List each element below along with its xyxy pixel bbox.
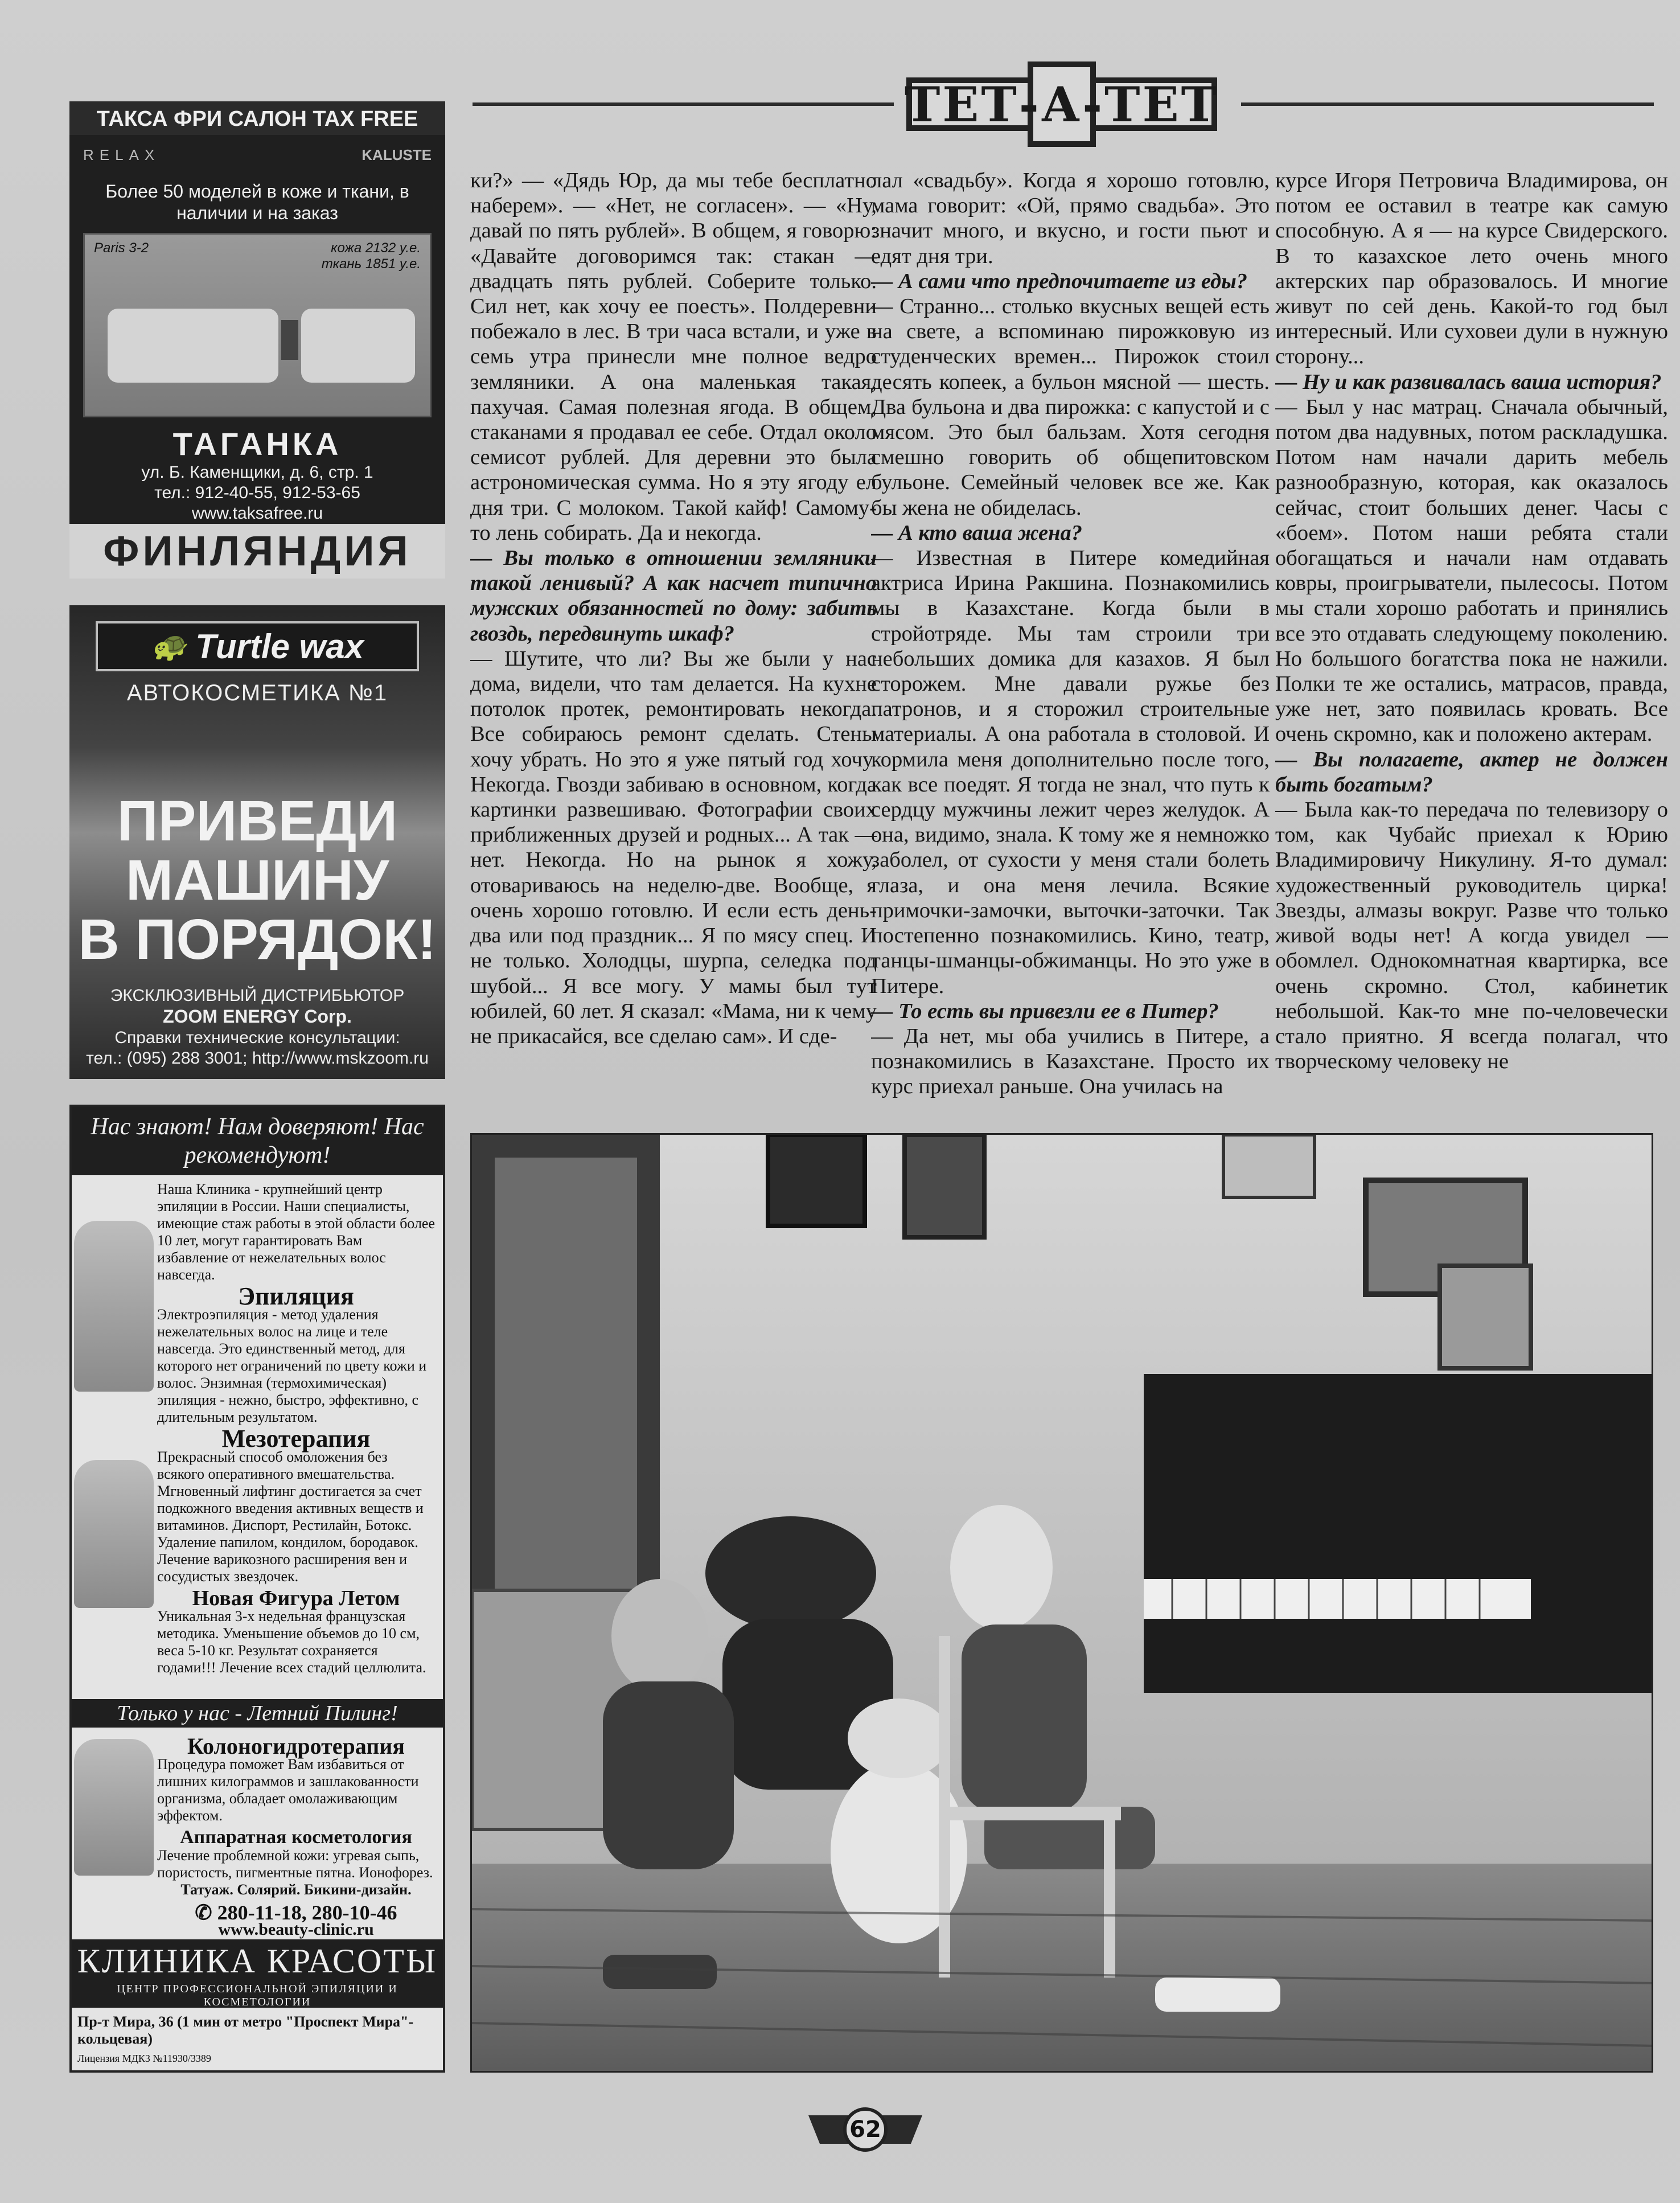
section-badge <box>899 61 1224 147</box>
paragraph: ки?» — «Дядь Юр, да мы тебе бесплатно наберем». — «Нет, не согласен». — «Ну, давай по пять рублей». В общем, я говорю: «Давайте договоримся так: стакан — двадцать пять рублей. Соберите только. Сил нет, как хочу ее поесть». Полдеревни побежало в лес. В три часа встали, и уже в семь утра принесли мне полное ведро земляники. А она маленькая такая, пахучая. Самая полезная ягода. В общем, стаканами я продавал ее себе. Отдал около семисот рублей. Для деревни это была астрономическая сумма. Но я эту ягоду ел дня три. С молоком. Такой кайф! Самому-то лень собирать. Да и некогда. <box>470 169 877 545</box>
turtlewax-distributor: ЭКСКЛЮЗИВНЫЙ ДИСТРИБЬЮТОР <box>110 986 405 1005</box>
ad-taxfree-address: ул. Б. Каменщики, д. 6, стр. 1 <box>141 463 373 482</box>
turtlewax-brand: Turtle wax <box>195 627 364 666</box>
clinic-tagline: ЦЕНТР ПРОФЕССИОНАЛЬНОЙ ЭПИЛЯЦИИ И КОСМЕТОЛОГИИ <box>117 1983 398 2008</box>
paragraph: — Да нет, мы оба учились в Питере, а познакомились в Казахстане. Просто их курс приехал раньше. Она училась на <box>871 1024 1270 1099</box>
interview-question: — То есть вы привезли ее в Питер? <box>871 999 1219 1023</box>
ad-taxfree-site[interactable]: www.taksafree.ru <box>191 504 323 523</box>
clinic-name: КЛИНИКА КРАСОТЫ <box>77 1942 438 1980</box>
ad-taxfree <box>69 101 445 579</box>
sofa-prices <box>322 240 421 272</box>
turtlewax-logo <box>96 621 419 671</box>
ad-taxfree-store: ТАГАНКА <box>172 426 342 462</box>
clinic-t-tattoo: Татуаж. Солярий. Бикини-дизайн. <box>180 1881 412 1898</box>
family-photo-illustration <box>472 1135 1653 2073</box>
clinic-h-figure: Новая Фигура Летом <box>192 1586 400 1610</box>
brand-kaluste-logo: KALUSTE <box>362 146 432 163</box>
paragraph: — Известная в Питере комедийная актриса Ирина Ракшина. Познакомились мы в Казахстане. Когда были в стройотряде. Мы там строили три небольших домика для казахов. Я был сторожем. Мне давали ружье без патронов, и я сторожил строительные материалы. А она работала в столовой. И кормила меня дополнительно после того, как все поедят. Я тогда не знал, что путь к сердцу мужчины лежит через желудок. А она, видимо, знала. К тому же я немножко заболел, от сухости у меня стали болеть глаза, и она меня лечила. Всякие примочки-замочки, выточки-заточки. Так постепенно познакомились. Кино, театр, танцы-шманцы-обжиманцы. Но это уже в Питере. <box>871 546 1270 998</box>
turtlewax-subtitle: АВТОКОСМЕТИКА №1 <box>126 680 388 705</box>
sofa-small-icon <box>301 309 415 383</box>
interview-question: — Ну и как развивалась ваша история? <box>1275 370 1662 394</box>
turtlewax-company: ZOOM ENERGY Corp. <box>163 1006 352 1027</box>
turtlewax-contacts[interactable]: тел.: (095) 288 3001; http://www.mskzoom.ru <box>86 1049 429 1068</box>
clinic-t-colon: Процедура поможет Вам избавиться от лишних килограммов и зашлакованности организма, обладает омолаживающим эффектом. <box>157 1756 419 1824</box>
ad-taxfree-country: ФИНЛЯНДИЯ <box>69 524 445 579</box>
clinic-h-colon: Колоногидротерапия <box>187 1733 405 1759</box>
turtlewax-slogan <box>69 791 445 969</box>
woman-figure-icon <box>74 1221 154 1392</box>
header-rule-right <box>1241 102 1654 106</box>
paragraph: курсе Игоря Петровича Владимирова, он потом ее оставил в театре как самую способную. А я — на курсе Свидерского. В то казахское лето очень много актерских пар образовалось. И многие живут по сей день. Какой-то год был интересный. Или суховеи дули в нужную сторону... <box>1275 169 1668 369</box>
turtlewax-help: Справки технические консультации: <box>114 1028 400 1047</box>
clinic-header: Нас знают! Нам доверяют! Нас рекомендуют! <box>72 1107 443 1175</box>
article-column-2 <box>871 168 1270 1122</box>
sofa-large-icon <box>108 309 278 383</box>
clinic-site[interactable]: www.beauty-clinic.ru <box>218 1920 374 1939</box>
clinic-intro: Наша Клиника - крупнейший центр эпиляции в России. Наши специалисты, имеющие стаж работы в этой области более 10 лет, могут гарантировать Вам избавление от нежелательных волос навсегда. <box>157 1181 436 1283</box>
article-column-3 <box>1275 168 1668 1122</box>
sofa-model: Paris 3-2 <box>94 240 149 256</box>
brand-relax-logo: RELAX <box>83 146 161 163</box>
paragraph: лал «свадьбу». Когда я хорошо готовлю, мама говорит: «Ой, прямо свадьба». Это значит много, и вкусно, и гости пьют и едят дня три. <box>871 169 1270 268</box>
woman-figure-2-icon <box>74 1739 154 1876</box>
clinic-address: Пр-т Мира, 36 (1 мин от метро "Проспект Мира"-кольцевая) <box>77 2013 414 2047</box>
turtlewax-footer <box>69 986 445 1069</box>
clinic-t-epilation: Электроэпиляция - метод удаления нежелательных волос на лице и теле навсегда. Это единственный метод, для которого нет ограничений по цвету кожи и волос. Энзимная (термохимическая) эпиляция - нежно, быстро, эффективно, с длительным результатом. <box>157 1306 427 1425</box>
clinic-band: Только у нас - Летний Пилинг! <box>72 1699 443 1728</box>
clinic-phone <box>157 1901 435 1924</box>
interview-question: — А сами что предпочитаете из еды? <box>871 269 1248 293</box>
body-figure-icon <box>74 1460 154 1608</box>
clinic-h-meso: Мезотерапия <box>221 1425 371 1453</box>
slogan-line-1: ПРИВЕДИ <box>117 789 398 853</box>
ad-taxfree-phones: тел.: 912-40-55, 912-53-65 <box>154 483 360 502</box>
slogan-line-3: В ПОРЯДОК! <box>78 908 437 971</box>
page-number-badge <box>808 2107 922 2152</box>
ad-taxfree-title: ТАКСА ФРИ САЛОН TAX FREE <box>69 101 445 135</box>
clinic-t-meso-2: Удаление папилом, кондилом, бородавок. Лечение варикозного расширения вен и сосудистых звездочек. <box>157 1534 418 1585</box>
slogan-line-2: МАШИНУ <box>125 848 389 912</box>
header-rule-left <box>473 102 894 106</box>
clinic-t-apparatus: Лечение проблемной кожи: угревая сыпь, пористость, пигментные пятна. Ионофорез. <box>157 1847 433 1881</box>
interview-question: — Вы полагаете, актер не должен быть богатым? <box>1275 747 1668 797</box>
interview-question: — А кто ваша жена? <box>871 520 1082 545</box>
sofa-photo <box>83 233 432 417</box>
paragraph: — Странно... столько вкусных вещей есть на свете, а вспоминаю пирожковую из студенческих времен... Пирожок стоил десять копеек, а бульон мясной — шесть. Два бульона и два пирожка: с капустой и с мясом. Это был бальзам. Хотя сегодня смешно говорить об общепитовском бульоне. Семейный человек все же. Как бы жена не обиделась. <box>871 294 1270 520</box>
clinic-h-epilation: Эпиляция <box>238 1282 354 1310</box>
table-icon <box>281 320 298 360</box>
ad-taxfree-lead: Более 50 моделей в коже и ткани, в наличии и на заказ <box>105 181 409 223</box>
clinic-body-2 <box>157 1733 435 1938</box>
paragraph: — Был у нас матрац. Сначала обычный, потом два надувных, потом раскладушка. Потом нам начали дарить мебель разнообразную, которая, как оказалось сейчас, стоит больших денег. Часы с «боем». Потом наши ребята стали обогащаться и начали нам отдавать ковры, проигрыватели, пылесосы. Потом мы стали хорошо работать и принялись все это отдавать следующему поколению. Но большого богатства пока не нажили. Полки те же остались, матрасов, правда, уже нет, зато появилась кровать. Все очень скромно, как и положено актерам. <box>1275 395 1668 746</box>
clinic-body <box>157 1181 435 1676</box>
family-photo <box>470 1133 1653 2073</box>
ad-turtlewax <box>69 605 445 1079</box>
clinic-footer <box>72 1939 443 2008</box>
price-fabric: ткань 1851 у.е. <box>321 256 421 272</box>
clinic-phone-number: 280-11-18, 280-10-46 <box>217 1901 397 1924</box>
phone-icon: ✆ <box>195 1901 217 1924</box>
interview-question: — Вы только в отношении земляники такой ленивый? А как насчет типично мужских обязанностей по дому: забить гвоздь, передвинуть шкаф? <box>470 546 877 646</box>
paragraph: — Шутите, что ли? Вы же были у нас дома, видели, что там делается. На кухне потолок протек, ремонтировать некогда. Все собираюсь ремонт сделать. Стены хочу убрать. Но это я уже пятый год хочу. Некогда. Гвозди забиваю в основном, когда картинки развешиваю. Фотографии своих приближенных друзей и родных... А так — нет. Некогда. Но на рынок я хожу, отовариваюсь на неделю-две. Вообще, я очень хорошо готовлю. И если есть день-два или под праздник... Я по мясу спец. И не только. Холодцы, шурпа, селедка под шубой... Я все могу. У мамы был тут юбилей, 60 лет. Я сказал: «Мама, ни к чему не прикасайся, все сделаю сам». И сде- <box>470 646 877 1048</box>
clinic-h-apparatus: Аппаратная косметология <box>180 1827 412 1848</box>
clinic-license: Лицензия МДКЗ №11930/3389 <box>77 2053 211 2064</box>
ad-clinic <box>69 1105 445 2073</box>
page-number: 62 <box>849 2116 881 2143</box>
clinic-t-figure: Уникальная 3-х недельная французская методика. Уменьшение объемов до 10 см, веса 5-10 кг. Результат сохраняется годами!!! Лечение всех стадий целлюлита. <box>157 1608 426 1676</box>
turtle-icon: 🐢 <box>151 630 187 662</box>
clinic-t-meso: Прекрасный способ омоложения без всякого оперативного вмешательства. Мгновенный лифтинг достигается за счет подкожного введения активных веществ и витаминов. Диспорт, Рестилайн, Ботокс. <box>157 1449 424 1533</box>
article-column-1 <box>470 168 877 1122</box>
paragraph: — Была как-то передача по телевизору о том, как Чубайс приехал к Юрию Владимировичу Никулину. Я-то думал: художественный руководитель цирка! Звезды, алмазы вокруг. Разве что только живой воды нет! А когда увидел — обомлел. Однокомнатная квартирка, все очень скромно. Стол, кабинетик небольшой. Как-то мне по-человечески стало приятно. Я всегда полагал, что творческому человеку не <box>1275 798 1668 1074</box>
price-leather: кожа 2132 у.е. <box>331 240 421 256</box>
section-title: ТЕТ-А-ТЕТ <box>904 76 1219 133</box>
